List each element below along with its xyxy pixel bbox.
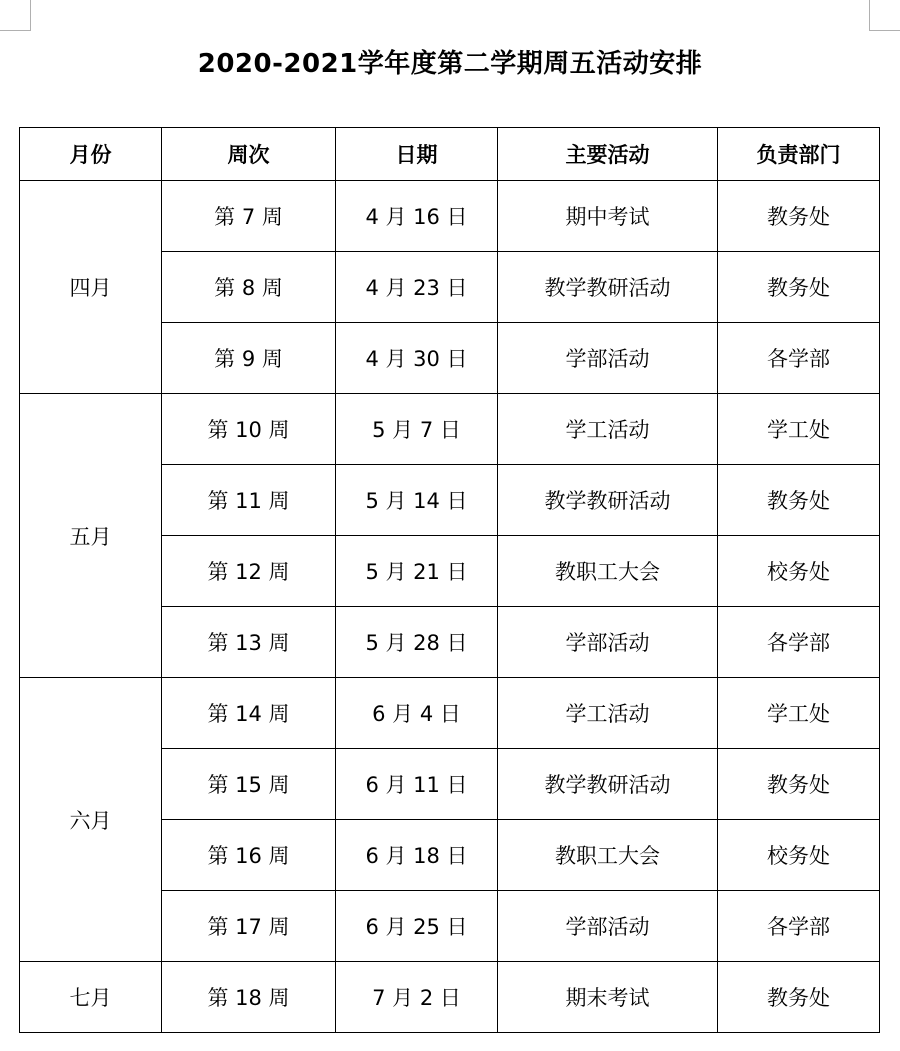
activity-cell: 教学教研活动 [498,749,718,820]
department-cell: 各学部 [718,323,880,394]
document-title: 2020-2021学年度第二学期周五活动安排 [197,49,703,79]
date-cell: 5 月 21 日 [336,536,498,607]
activity-cell: 教学教研活动 [498,465,718,536]
activity-cell: 学工活动 [498,394,718,465]
table-row [20,678,880,749]
header-activity: 主要活动 [498,128,718,181]
table-row [20,962,880,1033]
activity-cell: 教职工大会 [498,536,718,607]
activity-cell: 教学教研活动 [498,252,718,323]
department-cell: 教务处 [718,465,880,536]
header-date: 日期 [336,128,498,181]
header-week: 周次 [162,128,336,181]
department-cell: 学工处 [718,394,880,465]
month-cell: 六月 [20,678,162,962]
week-cell: 第 10 周 [162,394,336,465]
week-cell: 第 17 周 [162,891,336,962]
header-department: 负责部门 [718,128,880,181]
department-cell: 校务处 [718,820,880,891]
activity-cell: 学部活动 [498,891,718,962]
activity-cell: 学部活动 [498,323,718,394]
activity-cell: 学工活动 [498,678,718,749]
activity-cell: 期中考试 [498,181,718,252]
date-cell: 6 月 18 日 [336,820,498,891]
date-cell: 5 月 14 日 [336,465,498,536]
department-cell: 教务处 [718,962,880,1033]
week-cell: 第 7 周 [162,181,336,252]
week-cell: 第 18 周 [162,962,336,1033]
date-cell: 4 月 23 日 [336,252,498,323]
week-cell: 第 11 周 [162,465,336,536]
activity-schedule-table [19,127,880,1033]
activity-cell: 学部活动 [498,607,718,678]
department-cell: 教务处 [718,749,880,820]
week-cell: 第 8 周 [162,252,336,323]
page-corner-mark-left [0,0,31,31]
activity-cell: 教职工大会 [498,820,718,891]
month-cell: 七月 [20,962,162,1033]
date-cell: 7 月 2 日 [336,962,498,1033]
week-cell: 第 13 周 [162,607,336,678]
department-cell: 学工处 [718,678,880,749]
header-month: 月份 [20,128,162,181]
table-row [20,394,880,465]
page-corner-mark-right [869,0,900,31]
month-cell: 四月 [20,181,162,394]
week-cell: 第 12 周 [162,536,336,607]
department-cell: 教务处 [718,181,880,252]
week-cell: 第 9 周 [162,323,336,394]
department-cell: 各学部 [718,607,880,678]
week-cell: 第 14 周 [162,678,336,749]
table-header-row [20,128,880,181]
week-cell: 第 15 周 [162,749,336,820]
department-cell: 各学部 [718,891,880,962]
activity-cell: 期末考试 [498,962,718,1033]
month-cell: 五月 [20,394,162,678]
date-cell: 4 月 16 日 [336,181,498,252]
date-cell: 4 月 30 日 [336,323,498,394]
date-cell: 5 月 7 日 [336,394,498,465]
date-cell: 5 月 28 日 [336,607,498,678]
date-cell: 6 月 11 日 [336,749,498,820]
date-cell: 6 月 4 日 [336,678,498,749]
date-cell: 6 月 25 日 [336,891,498,962]
table-row [20,181,880,252]
week-cell: 第 16 周 [162,820,336,891]
department-cell: 校务处 [718,536,880,607]
department-cell: 教务处 [718,252,880,323]
